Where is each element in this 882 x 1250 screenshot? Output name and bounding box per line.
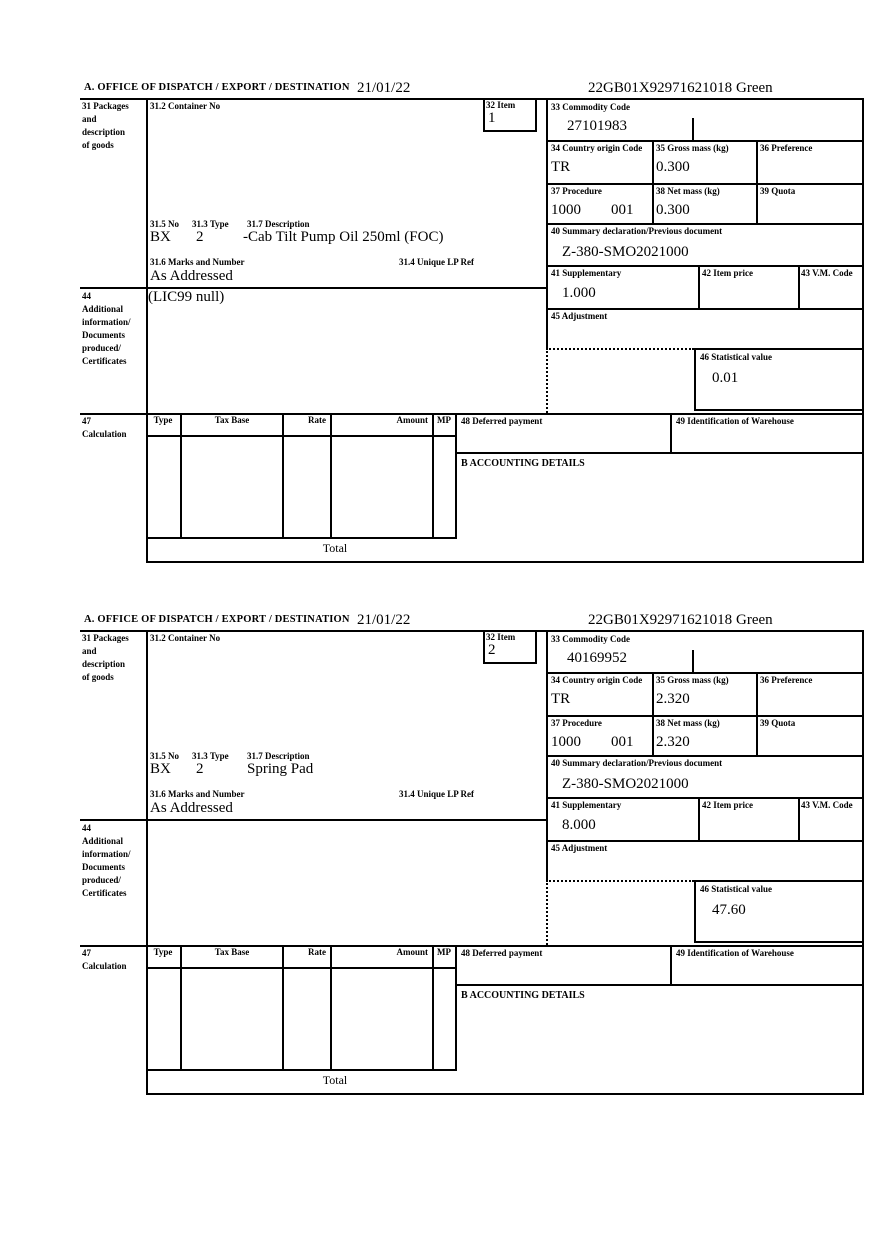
previous-document-value: Z-380-SMO2021000 xyxy=(562,244,689,260)
grid-line xyxy=(80,98,864,100)
calc-col-rate: Rate xyxy=(308,415,326,425)
deferred-payment-label: 48 Deferred payment xyxy=(461,948,543,958)
previous-document-value: Z-380-SMO2021000 xyxy=(562,776,689,792)
grid-line xyxy=(180,413,182,539)
net-mass-value: 0.300 xyxy=(656,202,690,218)
declaration-item-block-1 xyxy=(0,78,882,583)
item-number-label: 32 Item xyxy=(486,632,516,642)
calc-col-amount: Amount xyxy=(396,947,428,957)
unique-lp-ref-label: 31.4 Unique LP Ref xyxy=(399,789,475,799)
box44-label: Certificates xyxy=(82,356,127,366)
item-price-label: 42 Item price xyxy=(702,800,753,810)
grid-line xyxy=(698,265,700,310)
box31-label: description xyxy=(82,659,126,669)
grid-line xyxy=(546,223,864,225)
calc-col-amount: Amount xyxy=(396,415,428,425)
grid-line xyxy=(80,413,864,415)
adjustment-dotted-line xyxy=(546,880,694,882)
grid-line xyxy=(670,413,672,454)
marks-number-label: 31.6 Marks and Number xyxy=(150,257,245,267)
total-label: Total xyxy=(322,1073,348,1087)
procedure-code2-value: 001 xyxy=(611,734,634,750)
grid-line xyxy=(80,945,864,947)
preference-label: 36 Preference xyxy=(760,143,813,153)
accounting-details-label: B ACCOUNTING DETAILS xyxy=(461,458,585,469)
gross-mass-label: 35 Gross mass (kg) xyxy=(656,675,729,685)
box31-label: 31 Packages xyxy=(82,633,129,643)
accounting-details-label: B ACCOUNTING DETAILS xyxy=(461,990,585,1001)
routing-status: Green xyxy=(736,612,773,628)
item-number-value: 2 xyxy=(488,642,496,658)
supplementary-value: 1.000 xyxy=(562,285,596,301)
grid-line xyxy=(282,945,284,1071)
grid-line xyxy=(862,630,864,1095)
grid-line xyxy=(146,967,457,969)
statistical-value-label: 46 Statistical value xyxy=(700,884,772,894)
calc-col-rate: Rate xyxy=(308,947,326,957)
office-of-dispatch-label: A. OFFICE OF DISPATCH / EXPORT / DESTINATION xyxy=(84,82,350,93)
grid-line xyxy=(455,452,864,454)
country-origin-value: TR xyxy=(551,691,571,707)
vm-code-label: 43 V.M. Code xyxy=(801,268,853,278)
unique-lp-ref-label: 31.4 Unique LP Ref xyxy=(399,257,475,267)
adjustment-dotted-line xyxy=(546,348,548,413)
previous-document-label: 40 Summary declaration/Previous document xyxy=(551,226,723,236)
commodity-code-separator xyxy=(692,118,694,140)
calc-col-mp: MP xyxy=(437,947,451,957)
gross-mass-value: 0.300 xyxy=(656,159,690,175)
procedure-value: 1000 xyxy=(551,734,581,750)
grid-line xyxy=(455,413,457,539)
calc-col-type: Type xyxy=(153,415,173,425)
declaration-date: 21/01/22 xyxy=(357,80,411,96)
procedure-code2-value: 001 xyxy=(611,202,634,218)
package-type-value: 2 xyxy=(196,761,204,777)
grid-line xyxy=(862,98,864,563)
declaration-reference: 22GB01X92971621018 xyxy=(588,612,733,628)
commodity-code-value: 40169952 xyxy=(567,650,627,666)
grid-line xyxy=(798,797,800,842)
adjustment-label: 45 Adjustment xyxy=(551,843,608,853)
grid-line xyxy=(546,265,864,267)
grid-line xyxy=(694,348,864,350)
box44-label: information/ xyxy=(82,317,131,327)
grid-line xyxy=(694,880,696,943)
grid-line xyxy=(146,630,148,1095)
commodity-code-label: 33 Commodity Code xyxy=(551,634,630,644)
box47-label: 47 xyxy=(82,948,91,958)
package-no-value: BX xyxy=(150,761,171,777)
grid-line xyxy=(180,945,182,1071)
grid-line xyxy=(546,755,864,757)
box31-label: and xyxy=(82,646,97,656)
marks-number-value: As Addressed xyxy=(150,268,233,284)
grid-line xyxy=(546,672,864,674)
declaration-reference: 22GB01X92971621018 xyxy=(588,80,733,96)
adjustment-dotted-line xyxy=(546,348,694,350)
box31-label: of goods xyxy=(82,672,114,682)
grid-line xyxy=(694,941,864,943)
grid-line xyxy=(798,265,800,310)
grid-line xyxy=(146,435,457,437)
commodity-code-value: 27101983 xyxy=(567,118,627,134)
procedure-label: 37 Procedure xyxy=(551,186,602,196)
calc-col-mp: MP xyxy=(437,415,451,425)
grid-line xyxy=(80,819,548,821)
box44-label: Documents xyxy=(82,862,125,872)
supplementary-value: 8.000 xyxy=(562,817,596,833)
quota-label: 39 Quota xyxy=(760,718,796,728)
supplementary-label: 41 Supplementary xyxy=(551,800,622,810)
routing-status: Green xyxy=(736,80,773,96)
box44-label: Certificates xyxy=(82,888,127,898)
warehouse-id-label: 49 Identification of Warehouse xyxy=(676,416,794,426)
grid-line xyxy=(546,840,864,842)
net-mass-value: 2.320 xyxy=(656,734,690,750)
container-no-label: 31.2 Container No xyxy=(150,101,221,111)
net-mass-label: 38 Net mass (kg) xyxy=(656,186,720,196)
grid-line xyxy=(546,715,864,717)
box44-label: produced/ xyxy=(82,343,121,353)
grid-line xyxy=(694,348,696,411)
box31-label: and xyxy=(82,114,97,124)
box44-label: Documents xyxy=(82,330,125,340)
grid-line xyxy=(546,183,864,185)
grid-line xyxy=(698,797,700,842)
container-no-label: 31.2 Container No xyxy=(150,633,221,643)
package-no-label: 31.5 No xyxy=(150,219,179,229)
grid-line xyxy=(282,413,284,539)
package-no-label: 31.5 No xyxy=(150,751,179,761)
grid-line xyxy=(670,945,672,986)
calc-col-tax-base: Tax Base xyxy=(214,947,250,957)
grid-line xyxy=(546,140,864,142)
grid-line xyxy=(694,409,864,411)
procedure-value: 1000 xyxy=(551,202,581,218)
box44-label: produced/ xyxy=(82,875,121,885)
grid-line xyxy=(330,945,332,1071)
box44-label: information/ xyxy=(82,849,131,859)
country-origin-label: 34 Country origin Code xyxy=(551,143,643,153)
supplementary-label: 41 Supplementary xyxy=(551,268,622,278)
grid-line xyxy=(146,98,148,563)
adjustment-dotted-line xyxy=(546,880,548,945)
box44-label: Additional xyxy=(82,836,124,846)
vm-code-label: 43 V.M. Code xyxy=(801,800,853,810)
goods-description-value: Spring Pad xyxy=(247,761,314,777)
box31-label: 31 Packages xyxy=(82,101,129,111)
statistical-value: 47.60 xyxy=(712,902,746,918)
calc-col-type: Type xyxy=(153,947,173,957)
box44-label: 44 xyxy=(82,823,91,833)
package-type-label: 31.3 Type xyxy=(192,219,229,229)
net-mass-label: 38 Net mass (kg) xyxy=(656,718,720,728)
grid-line xyxy=(432,413,434,539)
item-number-label: 32 Item xyxy=(486,100,516,110)
declaration-item-block-2 xyxy=(0,610,882,1115)
box44-label: Additional xyxy=(82,304,124,314)
package-no-value: BX xyxy=(150,229,171,245)
box31-label: of goods xyxy=(82,140,114,150)
total-label: Total xyxy=(322,541,348,555)
country-origin-value: TR xyxy=(551,159,571,175)
grid-line xyxy=(546,797,864,799)
goods-description-value: -Cab Tilt Pump Oil 250ml (FOC) xyxy=(243,229,444,245)
grid-line xyxy=(455,945,457,1071)
statistical-value: 0.01 xyxy=(712,370,739,386)
box44-label: 44 xyxy=(82,291,91,301)
package-type-label: 31.3 Type xyxy=(192,751,229,761)
grid-line xyxy=(146,561,864,563)
item-price-label: 42 Item price xyxy=(702,268,753,278)
commodity-code-separator xyxy=(692,650,694,672)
grid-line xyxy=(80,630,864,632)
deferred-payment-label: 48 Deferred payment xyxy=(461,416,543,426)
description-label: 31.7 Description xyxy=(247,751,310,761)
grid-line xyxy=(455,984,864,986)
declaration-date: 21/01/22 xyxy=(357,612,411,628)
marks-number-value: As Addressed xyxy=(150,800,233,816)
marks-number-label: 31.6 Marks and Number xyxy=(150,789,245,799)
grid-line xyxy=(330,413,332,539)
grid-line xyxy=(546,308,864,310)
package-type-value: 2 xyxy=(196,229,204,245)
calc-col-tax-base: Tax Base xyxy=(214,415,250,425)
statistical-value-label: 46 Statistical value xyxy=(700,352,772,362)
grid-line xyxy=(146,1093,864,1095)
office-of-dispatch-label: A. OFFICE OF DISPATCH / EXPORT / DESTINATION xyxy=(84,614,350,625)
grid-line xyxy=(146,1069,457,1071)
box47-label: Calculation xyxy=(82,961,127,971)
quota-label: 39 Quota xyxy=(760,186,796,196)
box47-label: 47 xyxy=(82,416,91,426)
box47-label: Calculation xyxy=(82,429,127,439)
preference-label: 36 Preference xyxy=(760,675,813,685)
description-label: 31.7 Description xyxy=(247,219,310,229)
additional-information-value: (LIC99 null) xyxy=(148,289,225,305)
commodity-code-label: 33 Commodity Code xyxy=(551,102,630,112)
grid-line xyxy=(146,537,457,539)
country-origin-label: 34 Country origin Code xyxy=(551,675,643,685)
warehouse-id-label: 49 Identification of Warehouse xyxy=(676,948,794,958)
gross-mass-value: 2.320 xyxy=(656,691,690,707)
previous-document-label: 40 Summary declaration/Previous document xyxy=(551,758,723,768)
grid-line xyxy=(694,880,864,882)
item-number-value: 1 xyxy=(488,110,496,126)
adjustment-label: 45 Adjustment xyxy=(551,311,608,321)
box31-label: description xyxy=(82,127,126,137)
procedure-label: 37 Procedure xyxy=(551,718,602,728)
grid-line xyxy=(432,945,434,1071)
gross-mass-label: 35 Gross mass (kg) xyxy=(656,143,729,153)
